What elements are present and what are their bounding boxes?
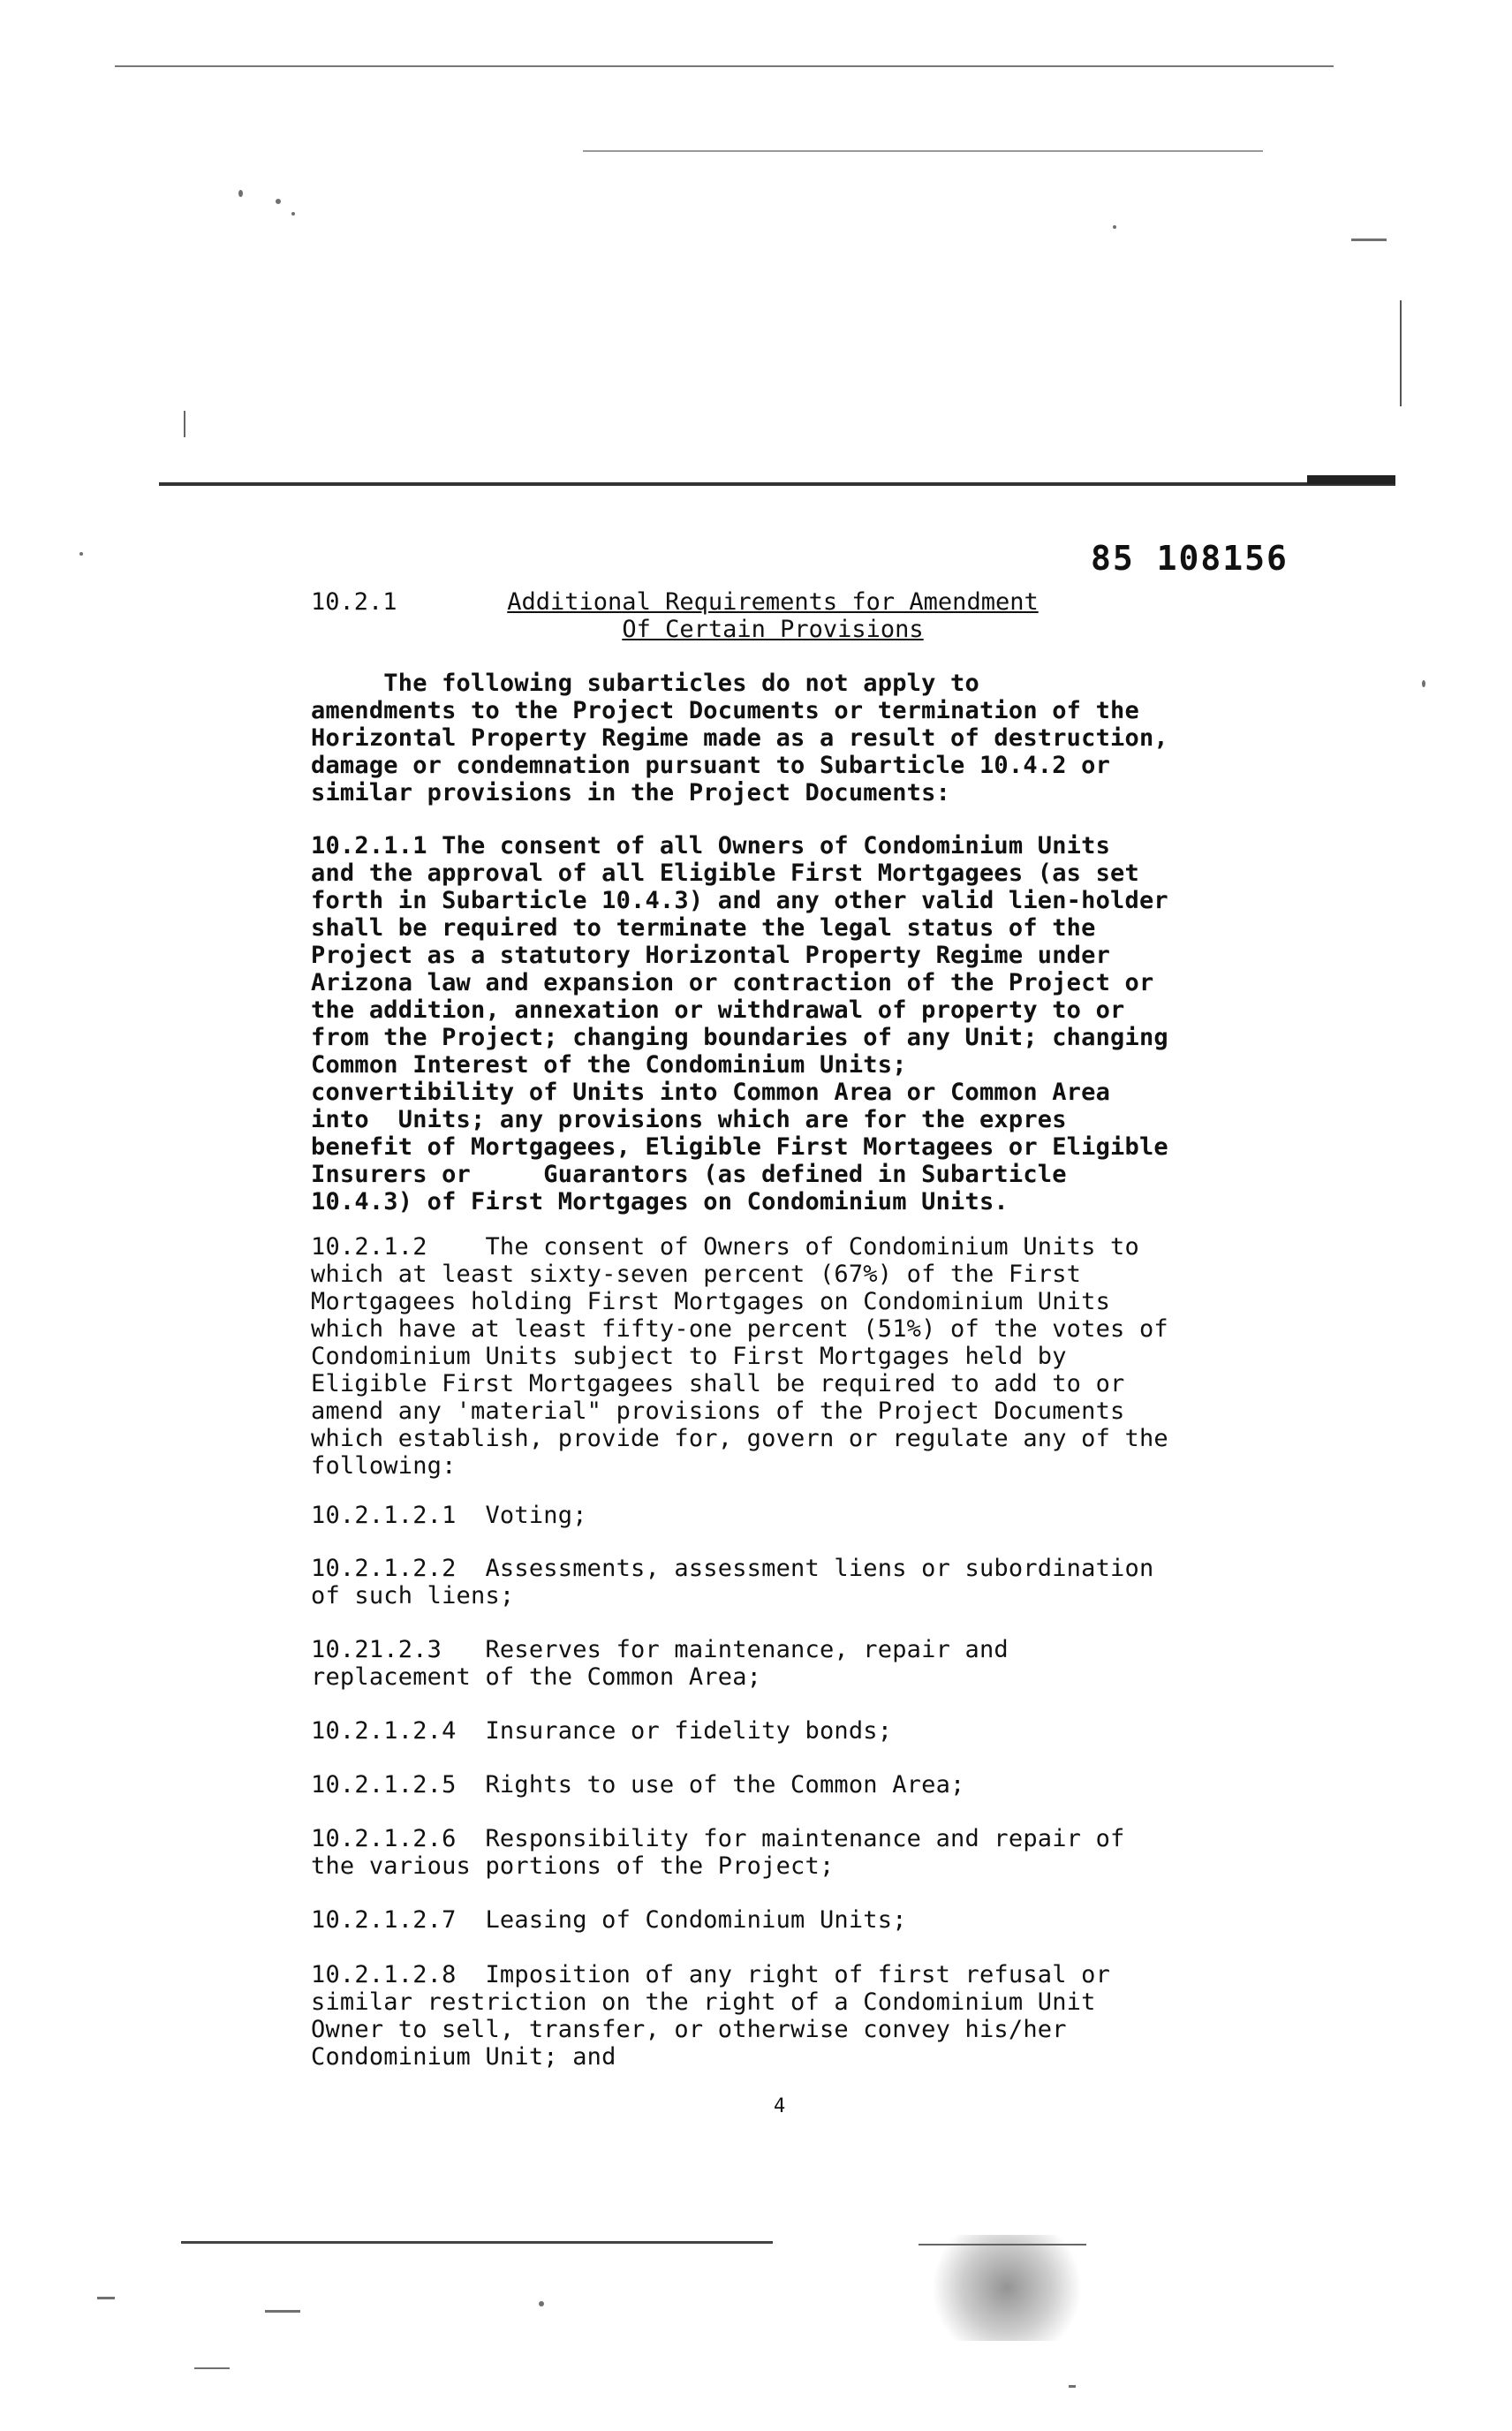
list-item: 10.2.1.2.7 Leasing of Condominium Units; [311, 1906, 907, 1934]
page-number: 4 [774, 2095, 786, 2117]
list-item: 10.2.1.2.8 Imposition of any right of first refusal or similar restriction on the right of a Condominium Unit Owner to sell, transfer, or otherwise convey his/her Condominium Unit; and [311, 1961, 1111, 2071]
list-item: 10.2.1.2.6 Responsibility for maintenance and repair of the various portions of the Project; [311, 1825, 1125, 1880]
scan-speck [1422, 680, 1425, 687]
scan-speck [539, 2301, 544, 2306]
paragraph-10-2-1-2: 10.2.1.2 The consent of Owners of Condominium Units to which at least sixty-seven percent (67%) of the First Mortgagees holding First Mortgages on Condominium Units which have at least fifty-one percent (51%) of the votes of Condominium Units subject to First Mortgages held by Eligible First Mortgagees shall be required to add to or amend any 'material" provisions of the Project Documents which establish, provide for, govern or regulate any of the following: [311, 1233, 1168, 1480]
scan-speck [1113, 225, 1116, 229]
list-item: 10.2.1.2.4 Insurance or fidelity bonds; [311, 1717, 893, 1745]
section-title-line-1: Additional Requirements for Amendment [507, 588, 1039, 616]
footer-rule-left [181, 2241, 773, 2244]
intro-paragraph: The following subarticles do not apply to amendments to the Project Documents or termination of the Horizontal Property Regime made as a result of destruction, damage or condemnation pursuant to Subarticle 10.4.2 or similar provisions in the Project Documents: [311, 670, 1168, 807]
scan-smudge [923, 2235, 1091, 2341]
paragraph-10-2-1-1: 10.2.1.1 The consent of all Owners of Condominium Units and the approval of all Eligible First Mortgagees (as set forth in Subarticle 10.4.3) and any other valid lien-holder shall be required to terminate the legal status of the Project as a statutory Horizontal Property Regime under Arizona law and expansion or contraction of the Project or the addition, annexation or withdrawal of property to or from the Project; changing boundaries of any Unit; changing Common Interest of the Condominium Units; convertibility of Units into Common Area or Common Area into Units; any provisions which are for the expres benefit of Mortgagees, Eligible First Mortagees or Eligible Insurers or Guarantors (as defined in Subarticle 10.4.3) of First Mortgages on Condominium Units. [311, 832, 1168, 1216]
list-item: 10.2.1.2.5 Rights to use of the Common Area; [311, 1771, 965, 1799]
section-title [472, 588, 1073, 643]
scan-speck [1351, 239, 1387, 241]
header-rule-right-end [1307, 475, 1395, 484]
header-rule-mid [583, 150, 1263, 152]
list-item: 10.21.2.3 Reserves for maintenance, repair and replacement of the Common Area; [311, 1636, 1009, 1691]
scan-speck [238, 190, 243, 197]
section-title-line-2: Of Certain Provisions [622, 616, 924, 643]
scan-speck [194, 2367, 230, 2369]
list-item: 10.2.1.2.1 Voting; [311, 1502, 587, 1529]
scan-speck [276, 199, 281, 204]
header-rule-bottom [159, 482, 1395, 486]
document-number: 85 108156 [1091, 539, 1289, 578]
list-item: 10.2.1.2.2 Assessments, assessment liens or subordination of such liens; [311, 1555, 1154, 1609]
scan-speck [97, 2297, 115, 2299]
scan-speck [79, 552, 83, 556]
right-edge-mark [1400, 300, 1402, 406]
scan-speck [291, 212, 295, 216]
header-rule-top [115, 65, 1334, 67]
scan-speck [1069, 2385, 1076, 2388]
left-edge-mark [184, 411, 185, 437]
scan-speck [265, 2310, 300, 2313]
section-number: 10.2.1 [311, 588, 397, 616]
